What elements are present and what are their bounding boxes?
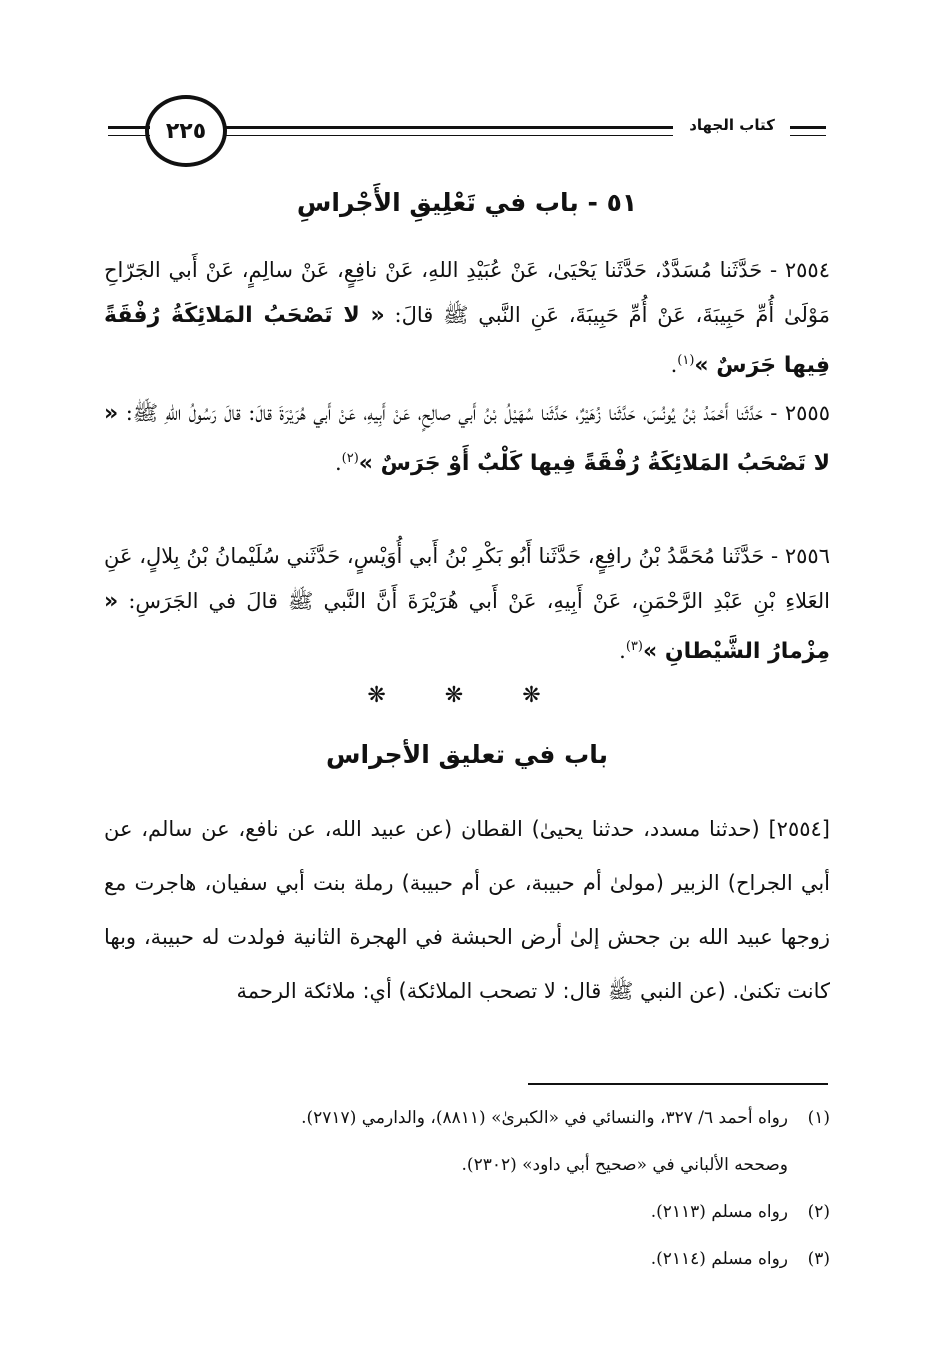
hadith-2554: ٢٥٥٤ - حَدَّثَنا مُسَدَّدٌ، حَدَّثَنا يَحْيَىٰ، عَنْ عُبَيْدِ اللهِ، عَنْ نافِعٍ، عَنْ سالِمٍ، عَنْ أَبي الجَرّاحِ مَوْلَىٰ أُمِّ حَبِيبَةَ، عَنْ أُمِّ حَبِيبَةَ، عَنِ النَّبي ﷺ قالَ: « لا تَصْحَبُ المَلائِكَةُ رُفْقَةً فِيها جَرَسٌ »$^{(١)}$. <box>104 258 830 378</box>
commentary-title: باب في تعليق الأجراس <box>326 740 608 769</box>
footnote-ref[interactable]: (٣) <box>625 639 643 654</box>
page-number-text: ٢٢٥ <box>165 118 207 144</box>
footnote-number: (٣) <box>807 1249 830 1269</box>
page-number <box>145 95 227 167</box>
footnote-text: رواه مسلم (٢١١٣). <box>650 1202 788 1222</box>
footnote-2 <box>160 1189 830 1236</box>
footnote-ref[interactable]: (١) <box>677 353 695 368</box>
footnote-number: (١) <box>807 1108 830 1128</box>
hadith-number: ٢٥٥٥ <box>784 401 830 425</box>
footnote-number: (٢) <box>807 1202 830 1222</box>
hadith-number: ٢٥٥٦ <box>784 544 830 568</box>
footnote-text: رواه أحمد ٦/ ٣٢٧، والنسائي في «الكبرىٰ» (٨٨١١)، والدارمي (٢٧١٧). <box>301 1108 788 1128</box>
footnote-text: رواه مسلم (٢١١٤). <box>650 1249 788 1269</box>
header-rule-middle <box>225 126 673 136</box>
header-rule-right <box>790 126 826 136</box>
hadith-isnad: حَدَّثَنا مُسَدَّدٌ، حَدَّثَنا يَحْيَىٰ، عَنْ عُبَيْدِ اللهِ، عَنْ نافِعٍ، عَنْ سالِمٍ، عَنْ أَبي الجَرّاحِ مَوْلَىٰ أُمِّ حَبِيبَةَ، عَنْ أُمِّ حَبِيبَةَ، عَنِ النَّبي ﷺ قالَ: <box>104 258 830 327</box>
commentary-body: [٢٥٥٤] (حدثنا مسدد، حدثنا يحيىٰ) القطان (عن عبيد الله، عن نافع، عن سالم، عن أبي الجراح) الزبير (مولىٰ أم حبيبة، عن أم حبيبة) رملة بنت أبي سفيان، هاجرت مع زوجها عبيد الله بن جحش إلىٰ أرض الحبشة في الهجرة الثانية فولدت له حبيبة، وبها كانت تكنىٰ. (عن النبي ﷺ قال: لا تصحب الملائكة) أي: ملائكة الرحمة <box>104 817 830 1003</box>
header-rule-left <box>108 126 150 136</box>
footnote-ref[interactable]: (٢) <box>341 451 359 466</box>
section-separator: ❋ ❋ ❋ <box>367 683 567 708</box>
hadith-matn: « مِزْمارُ الشَّيْطانِ » <box>104 589 830 664</box>
hadith-matn: « لا تَصْحَبُ المَلائِكَةُ رُفْقَةً فِيها جَرَسٌ » <box>104 303 830 378</box>
hadith-2555: ٢٥٥٥ - حَدَّثَنا أَحْمَدُ بْنُ يُونُسَ، حَدَّثَنا زُهَيْرٌ، حَدَّثَنا سُهَيْلُ بْنُ أَبي صالِحٍ، عَنْ أَبِيهِ، عَنْ أَبي هُرَيْرَةَ قالَ: قالَ رَسُولُ اللهِ ﷺ: « لا تَصْحَبُ المَلائِكَةُ رُفْقَةً فِيها كَلْبٌ أَوْ جَرَسٌ »$^{(٢)}$. <box>104 401 830 476</box>
footnote-divider <box>528 1083 828 1085</box>
hadith-matn: « لا تَصْحَبُ المَلائِكَةُ رُفْقَةً فِيها كَلْبٌ أَوْ جَرَسٌ » <box>104 401 830 476</box>
hadith-isnad: حَدَّثَنا مُحَمَّدُ بْنُ رافِعٍ، حَدَّثَنا أَبُو بَكْرِ بْنُ أَبي أُوَيْسٍ، حَدَّثَني سُلَيْمانُ بْنُ بِلالٍ، عَنِ العَلاءِ بْنِ عَبْدِ الرَّحْمَنِ، عَنْ أَبِيهِ، عَنْ أَبي هُرَيْرَةَ أَنَّ النَّبي ﷺ قالَ في الجَرَسِ: <box>104 544 830 613</box>
footnotes <box>160 1095 830 1283</box>
hadith-2556: ٢٥٥٦ - حَدَّثَنا مُحَمَّدُ بْنُ رافِعٍ، حَدَّثَنا أَبُو بَكْرِ بْنُ أَبي أُوَيْسٍ، حَدَّثَني سُلَيْمانُ بْنُ بِلالٍ، عَنِ العَلاءِ بْنِ عَبْدِ الرَّحْمَنِ، عَنْ أَبِيهِ، عَنْ أَبي هُرَيْرَةَ أَنَّ النَّبي ﷺ قالَ في الجَرَسِ: « مِزْمارُ الشَّيْطانِ »$^{(٣)}$. <box>104 544 830 664</box>
footnote-1-continuation: وصححه الألباني في «صحيح أبي داود» (٢٣٠٢). <box>461 1155 788 1175</box>
footnote-3 <box>160 1236 830 1283</box>
hadith-isnad: حَدَّثَنا أَحْمَدُ بْنُ يُونُسَ، حَدَّثَنا زُهَيْرٌ، حَدَّثَنا سُهَيْلُ بْنُ أَبي صالِحٍ، عَنْ أَبِيهِ، عَنْ أَبي هُرَيْرَةَ قالَ: قالَ رَسُولُ اللهِ ﷺ: <box>125 401 763 425</box>
chapter-title: ٥١ - باب في تَعْلِيقِ الأَجْراسِ <box>296 188 638 217</box>
footnote-1 <box>160 1095 830 1142</box>
hadith-number: ٢٥٥٤ <box>784 258 830 282</box>
running-title: كتاب الجهاد <box>689 116 775 134</box>
